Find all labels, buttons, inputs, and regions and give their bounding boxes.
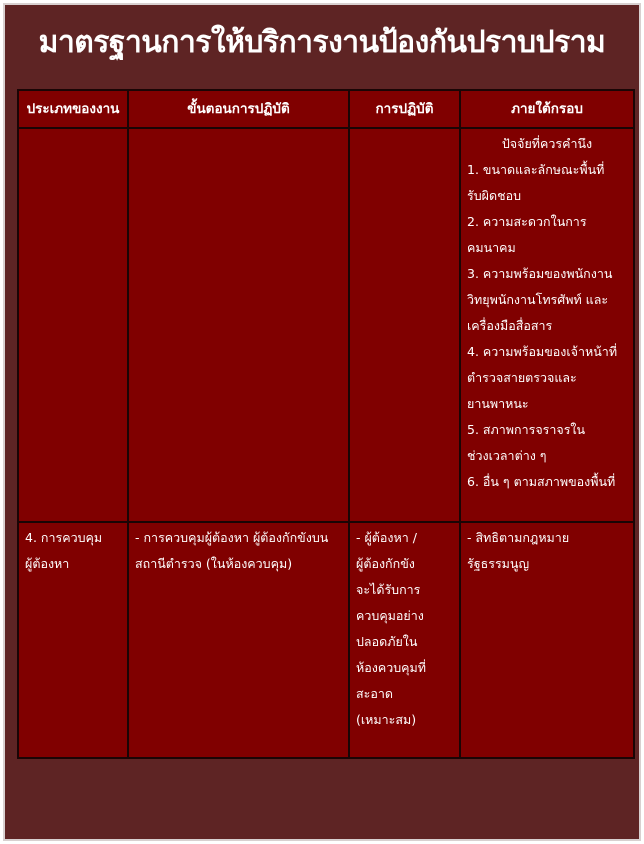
practice-line: จะได้รับการ (356, 582, 421, 597)
factor-line: 2. ความสะดวกในการ (467, 214, 587, 229)
practice-line: ห้องควบคุมที่ (356, 660, 427, 675)
steps-line: - การควบคุมผู้ต้องหา ผู้ต้องกักขังบน (135, 530, 329, 545)
practice-line: - ผู้ต้องหา / (356, 530, 417, 545)
type-line: ผู้ต้องหา (25, 556, 70, 571)
cell-practice (349, 128, 460, 522)
practice-line: สะอาด (356, 686, 393, 701)
cell-steps (128, 522, 349, 758)
factor-line: วิทยุพนักงานโทรศัพท์ และ (467, 292, 609, 307)
framework-line: รัฐธรรมนูญ (467, 556, 530, 571)
cell-practice (349, 522, 460, 758)
cell-steps (128, 128, 349, 522)
factor-line: เครื่องมือสื่อสาร (467, 318, 553, 333)
factor-line: 6. อื่น ๆ ตามสภาพของพื้นที่ (467, 474, 616, 489)
factor-line: รับผิดชอบ (467, 188, 522, 203)
table-header-row (18, 90, 634, 128)
steps-line: สถานีตำรวจ (ในห้องควบคุม) (135, 556, 293, 571)
factor-line: 4. ความพร้อมของเจ้าหน้าที่ (467, 344, 618, 359)
cell-type (18, 128, 128, 522)
cell-type (18, 522, 128, 758)
practice-line: (เหมาะสม) (356, 712, 417, 727)
practice-line: ปลอดภัยใน (356, 634, 418, 649)
type-line: 4. การควบคุม (25, 530, 103, 545)
factor-line: 3. ความพร้อมของพนักงาน (467, 266, 613, 281)
page-title: มาตรฐานการให้บริการงานป้องกันปราบปราม (38, 25, 606, 60)
factor-line: ตำรวจสายตรวจและ (467, 370, 577, 385)
table-row (18, 522, 634, 758)
framework-line: - สิทธิตามกฎหมาย (467, 530, 570, 545)
cell-framework (460, 128, 634, 522)
factor-line: ยานพาหนะ (467, 396, 529, 411)
column-header-type: ประเภทของงาน (18, 90, 128, 128)
factors-heading: ปัจจัยที่ควรคำนึง (501, 136, 593, 151)
cell-framework (460, 522, 634, 758)
column-header-framework: ภายใต้กรอบ (460, 90, 634, 128)
practice-line: ผู้ต้องกักขัง (356, 556, 415, 571)
table-row (18, 128, 634, 522)
standards-table (17, 89, 635, 759)
column-header-steps: ขั้นตอนการปฏิบัติ (128, 90, 349, 128)
slide (3, 3, 641, 841)
factor-line: 1. ขนาดและลักษณะพื้นที่ (467, 162, 605, 177)
factor-line: 5. สภาพการจราจรใน (467, 422, 586, 437)
practice-line: ควบคุมอย่าง (356, 608, 424, 623)
factor-line: ช่วงเวลาต่าง ๆ (467, 448, 547, 463)
factor-line: คมนาคม (467, 240, 516, 255)
column-header-practice: การปฏิบัติ (349, 90, 460, 128)
